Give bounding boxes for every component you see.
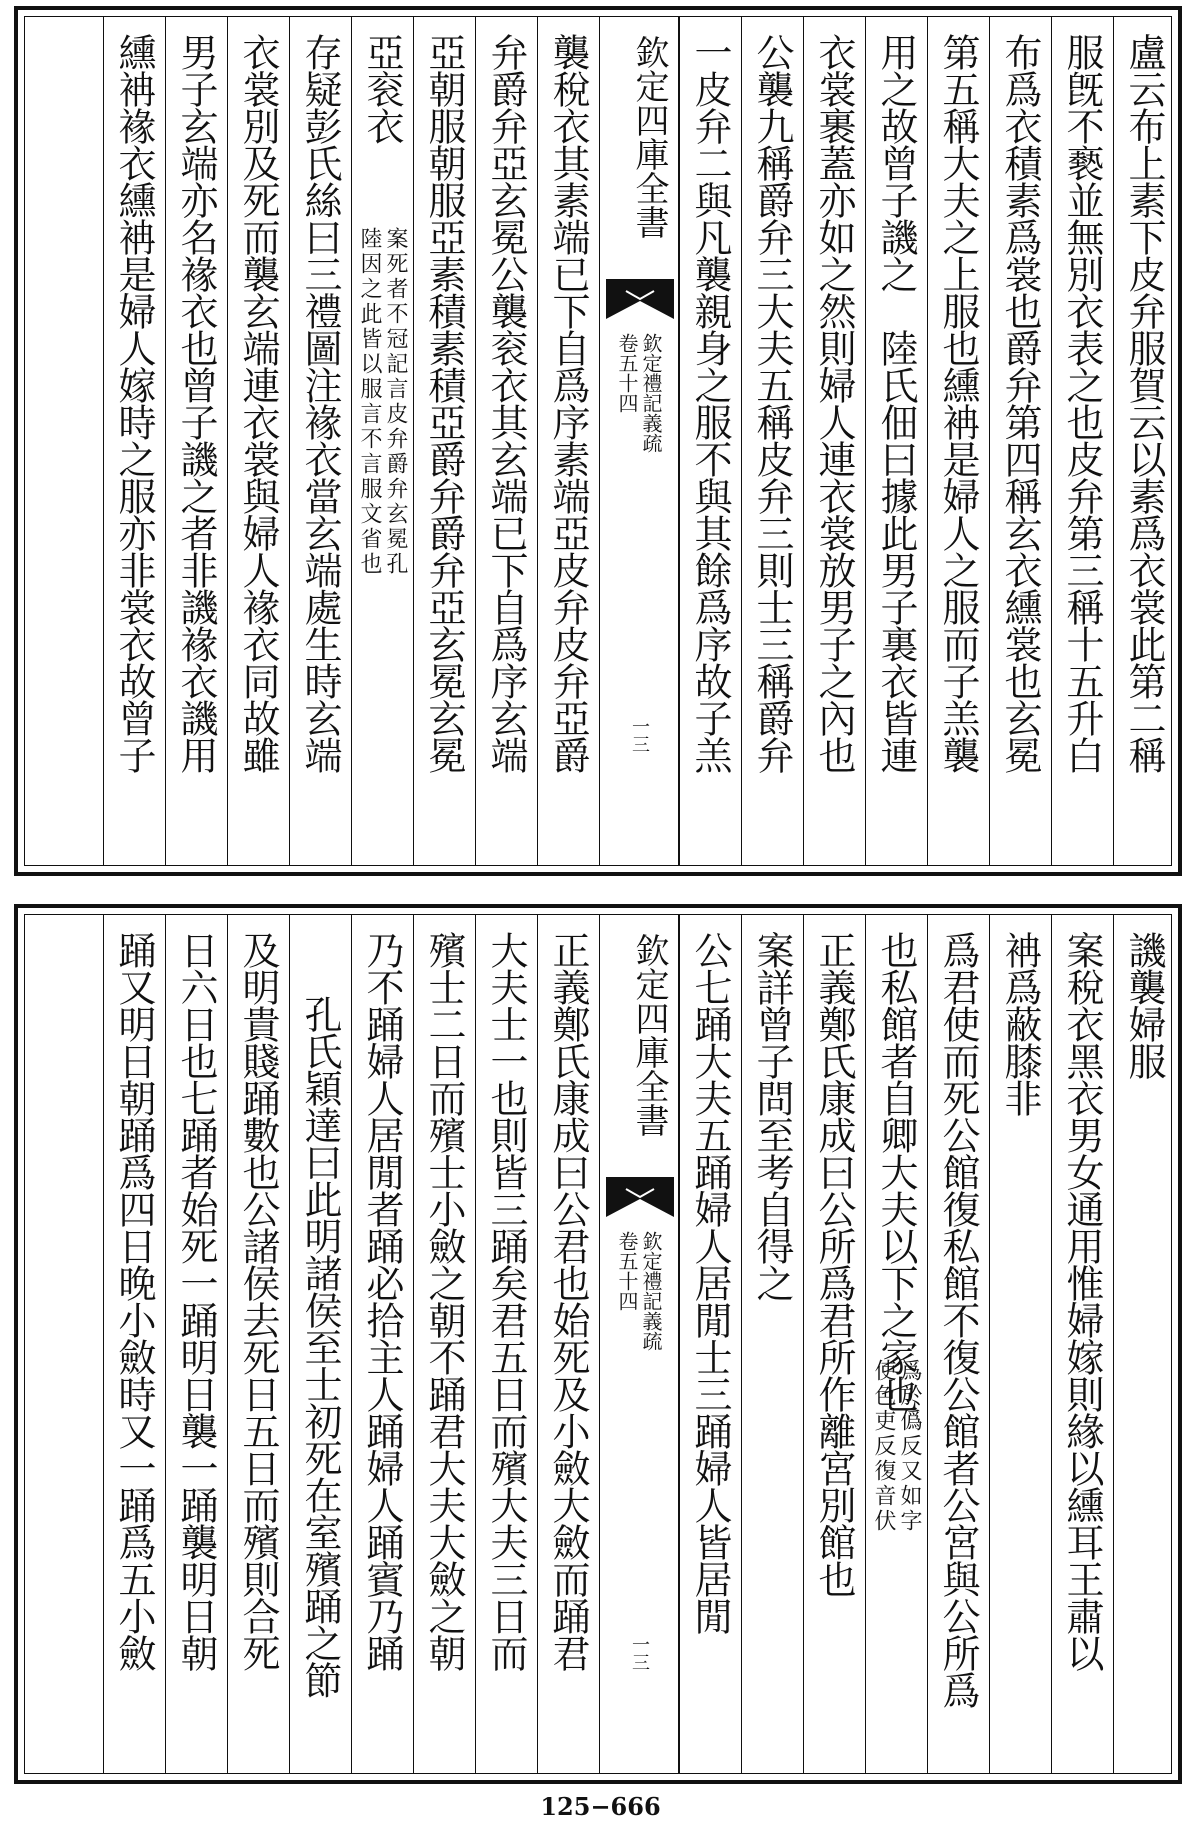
text-column: 衣裳別及死而襲玄端連衣裳與婦人褖衣同故雖 (227, 17, 289, 865)
text-column: 踊又明日朝踊爲四日晚小斂時又一踊爲五小斂 (103, 915, 165, 1773)
annotation-line: 使色吏反復音伏 (871, 1359, 896, 1534)
text-column-with-notes: 也私館者自卿大夫以下之家也 爲於僞反又如字 使色吏反復音伏 (865, 915, 927, 1773)
fish-tail-mark (606, 1177, 674, 1217)
page-number: 一三 (629, 1635, 650, 1671)
text-column: 弁爵弁亞玄冕公襲衮衣其玄端已下自爲序玄端 (475, 17, 537, 865)
text-column: 第五稱大夫之上服也纁袡是婦人之服而子羔襲 (927, 17, 989, 865)
page-number: 一三 (629, 717, 650, 753)
text-column: 殯士二日而殯士小斂之朝不踊君大夫大斂之朝 (413, 915, 475, 1773)
text-column: 袡爲蔽膝非 (989, 915, 1051, 1773)
text-column: 案詳曾子問至考自得之 (741, 915, 803, 1773)
text-column: 纁袡褖衣纁袡是婦人嫁時之服亦非裳衣故曾子 (103, 17, 165, 865)
text-column: 公七踊大夫五踊婦人居閒士三踊婦人皆居閒 (679, 915, 741, 1773)
text-column: 盧云布上素下皮弁服賀云以素爲衣裳此第二稱 (1113, 17, 1175, 865)
text-column: 服旣不褻並無別衣表之也皮弁第三稱十五升白 (1051, 17, 1113, 865)
text-column: 及明貴賤踊數也公諸侯去死日五日而殯則合死 (227, 915, 289, 1773)
text-column: 譏襲婦服 (1113, 915, 1175, 1773)
volume-label: 欽定禮記義疏 (639, 1231, 663, 1351)
annotation-line: 陸因之此皆以服言不言服文省也 (357, 227, 382, 577)
text-column: 公襲九稱爵弁三大夫五稱皮弁三則士三稱爵弁 (741, 17, 803, 865)
volume-number: 卷五十四 (615, 1231, 639, 1311)
volume-label: 欽定禮記義疏 (639, 333, 663, 453)
text-column: 乃不踊婦人居閒者踊必拾主人踊婦人踊賓乃踊 (351, 915, 413, 1773)
text-column: 案稅衣黑衣男女通用惟婦嫁則緣以纁耳王肅以 (1051, 915, 1113, 1773)
text-column: 布爲衣積素爲裳也爵弁第四稱玄衣纁裳也玄冕 (989, 17, 1051, 865)
book-title: 欽定四庫全書 (629, 933, 669, 1137)
text-column: 一皮弁二與凡襲親身之服不與其餘爲序故子羔 (679, 17, 741, 865)
annotation-line: 爲於僞反又如字 (897, 1359, 922, 1534)
page-footer-number: 125−666 (540, 1792, 661, 1821)
annotation-line: 案死者不冠記言皮弁爵弁玄冕孔 (383, 227, 408, 577)
text-column-with-notes: 亞衮衣 案死者不冠記言皮弁爵弁玄冕孔 陸因之此皆以服言不言服文省也 (351, 17, 413, 865)
top-page (14, 6, 1182, 876)
fish-tail-mark (606, 279, 674, 319)
text-column: 正義鄭氏康成曰公君也始死及小斂大斂而踊君 (537, 915, 599, 1773)
text-column: 孔氏穎達曰此明諸侯至士初死在室殯踊之節 (289, 915, 351, 1773)
volume-number: 卷五十四 (615, 333, 639, 413)
text-column: 男子玄端亦名褖衣也曾子譏之者非譏褖衣譏用 (165, 17, 227, 865)
text-column: 日六日也七踊者始死一踊明日襲一踊襲明日朝 (165, 915, 227, 1773)
text-column: 正義鄭氏康成曰公所爲君所作離宮別館也 (803, 915, 865, 1773)
book-title: 欽定四庫全書 (629, 35, 669, 239)
text-column: 亞朝服朝服亞素積素積亞爵弁爵弁亞玄冕玄冕 (413, 17, 475, 865)
text-column: 用之故曾子譏之 陸氏佃曰據此男子裏衣皆連 (865, 17, 927, 865)
top-page-inner-frame (24, 16, 1172, 866)
center-gutter (599, 17, 679, 865)
text-column: 大夫士一也則皆三踊矣君五日而殯大夫三日而 (475, 915, 537, 1773)
bottom-page (14, 904, 1182, 1784)
text-column: 衣裳裹蓋亦如之然則婦人連衣裳放男子之內也 (803, 17, 865, 865)
text-column: 存疑彭氏絲曰三禮圖注褖衣當玄端處生時玄端 (289, 17, 351, 865)
center-gutter (599, 915, 679, 1773)
text-column: 爲君使而死公館復私館不復公館者公宮與公所爲 (927, 915, 989, 1773)
text-column: 襲稅衣其素端已下自爲序素端亞皮弁皮弁亞爵 (537, 17, 599, 865)
bottom-page-inner-frame (24, 914, 1172, 1774)
